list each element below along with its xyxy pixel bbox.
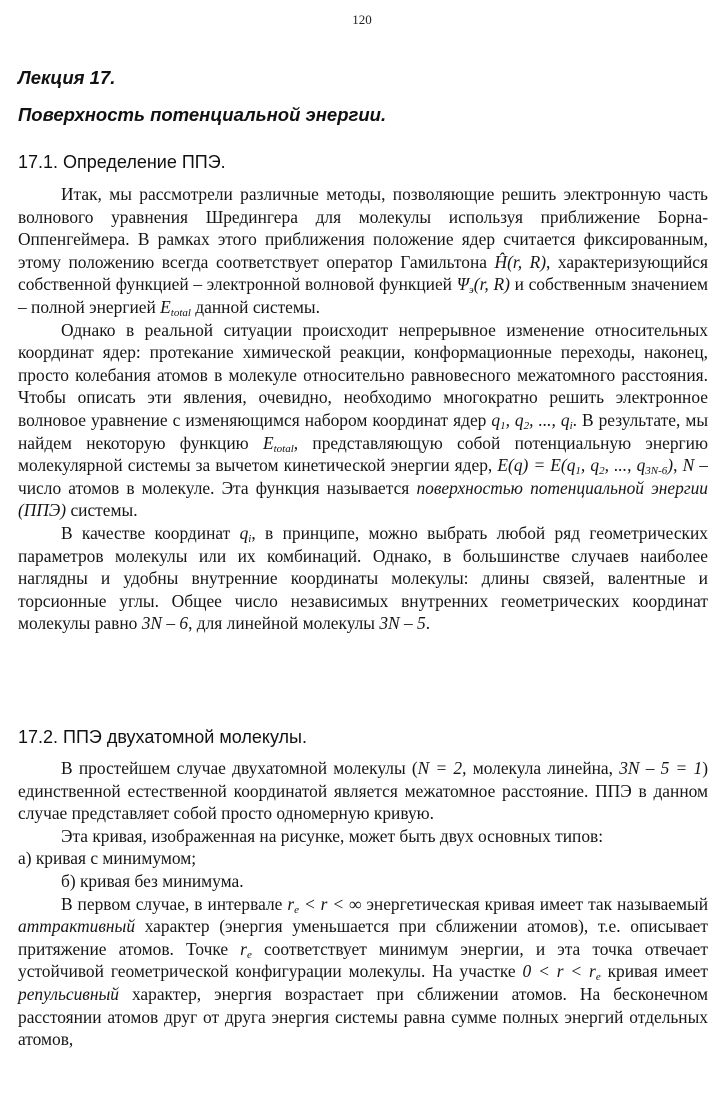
hamiltonian-formula: Ĥ(r, R) [494,251,547,272]
term-pes: поверхностью потенциальной энергии (ППЭ) [18,477,708,521]
section-17-2-body [18,757,708,1051]
wavefunction-formula: $\Psi_э(r$, R) [456,274,510,297]
paragraph: Итак, мы рассмотрели различные методы, позволяющие решить электронную часть волнового уравнения Шредингера для молекулы используя приближение Борна-Оппенгеймера. В рамках этого приближения положение ядер считается фиксированным, этому положению всегда соответствует оператор Гамильтона Ĥ(r, R), характеризующийся собственной функцией – электронной волновой функцией $\Psi_э(r$, R) и собственным значением – полной энергией $E_{total}$ данной системы. [18,184,708,319]
section-heading-17-2: 17.2. ППЭ двухатомной молекулы. [18,727,307,747]
paragraph: Эта кривая, изображенная на рисунке, может быть двух основных типов: [61,825,604,846]
pes-formula: $E(q) = E(q_1$, $q_2$, ..., $q_{3N-6}$) [497,455,674,478]
lecture-title: Лекция 17. [18,67,116,88]
energy-symbol: $E_{total}$ [160,296,191,319]
paragraph: Однако в реальной ситуации происходит непрерывное изменение относительных координат ядер: протекание химической реакции, конформационные переходы, наконец, просто колебания атомов в молекуле относительно равновесного межатомного расстояния. Чтобы описать эти явления, очевидно, необходимо многократно решить электронное волновое уравнение с изменяющимся набором координат ядер $q_1$, $q_2$, ..., $q_i$. В результате, мы найдем некоторую функцию $E_{total}$, представляющую собой потенциальную энергию молекулярной системы за вычетом кинетической энергии ядер, $E(q) = E(q_1$, $q_2$, ..., $q_{3N-6}$), N – число атомов в молекуле. Эта функция называется поверхностью потенциальной энергии (ППЭ) системы. [18,319,709,521]
term-repulsive: репульсивный [18,983,119,1004]
term-attractive: аттрактивный [18,916,136,937]
page-number: 120 [352,12,372,27]
paragraph: В первом случае, в интервале $r_e < r$ < ∞ энергетическая кривая имеет так называемый аттрактивный характер (энергия уменьшается при сближении атомов), т.е. описывает притяжение атомов. Точке $r_e$ соответствует минимум энергии, и эта точка отвечает устойчивой геометрической конфигурации молекулы. На участке $0 < r < r_e$ кривая имеет репульсивный характер, энергия возрастает при сближении атомов. На бесконечном расстоянии атомов друг от друга энергия системы равна сумме полных энергий отдельных атомов, [18,893,709,1050]
list-item: а) кривая с минимумом; [18,848,197,869]
list-item: б) кривая без минимума. [61,870,244,891]
paragraph: В качестве координат $q_i$, в принципе, можно выбрать любой ряд геометрических параметров молекулы или их комбинаций. Однако, в большинстве случаев наиболее наглядны и удобны внутренние координаты молекулы: длины связей, валентные и торсионные углы. Общее число независимых внутренних геометрических координат молекулы равно 3N – 6, для линейной молекулы 3N – 5. [18,522,708,634]
lecture-subtitle: Поверхность потенциальной энергии. [18,104,387,125]
section-17-1-body [18,183,708,635]
section-heading-17-1: 17.1. Определение ППЭ. [18,152,226,172]
paragraph: В простейшем случае двухатомной молекулы (N = 2, молекула линейна, 3N – 5 = 1) единственной естественной координатой является межатомное расстояние. ППЭ в данном случае представляет собой просто одномерную кривую. [18,758,708,824]
